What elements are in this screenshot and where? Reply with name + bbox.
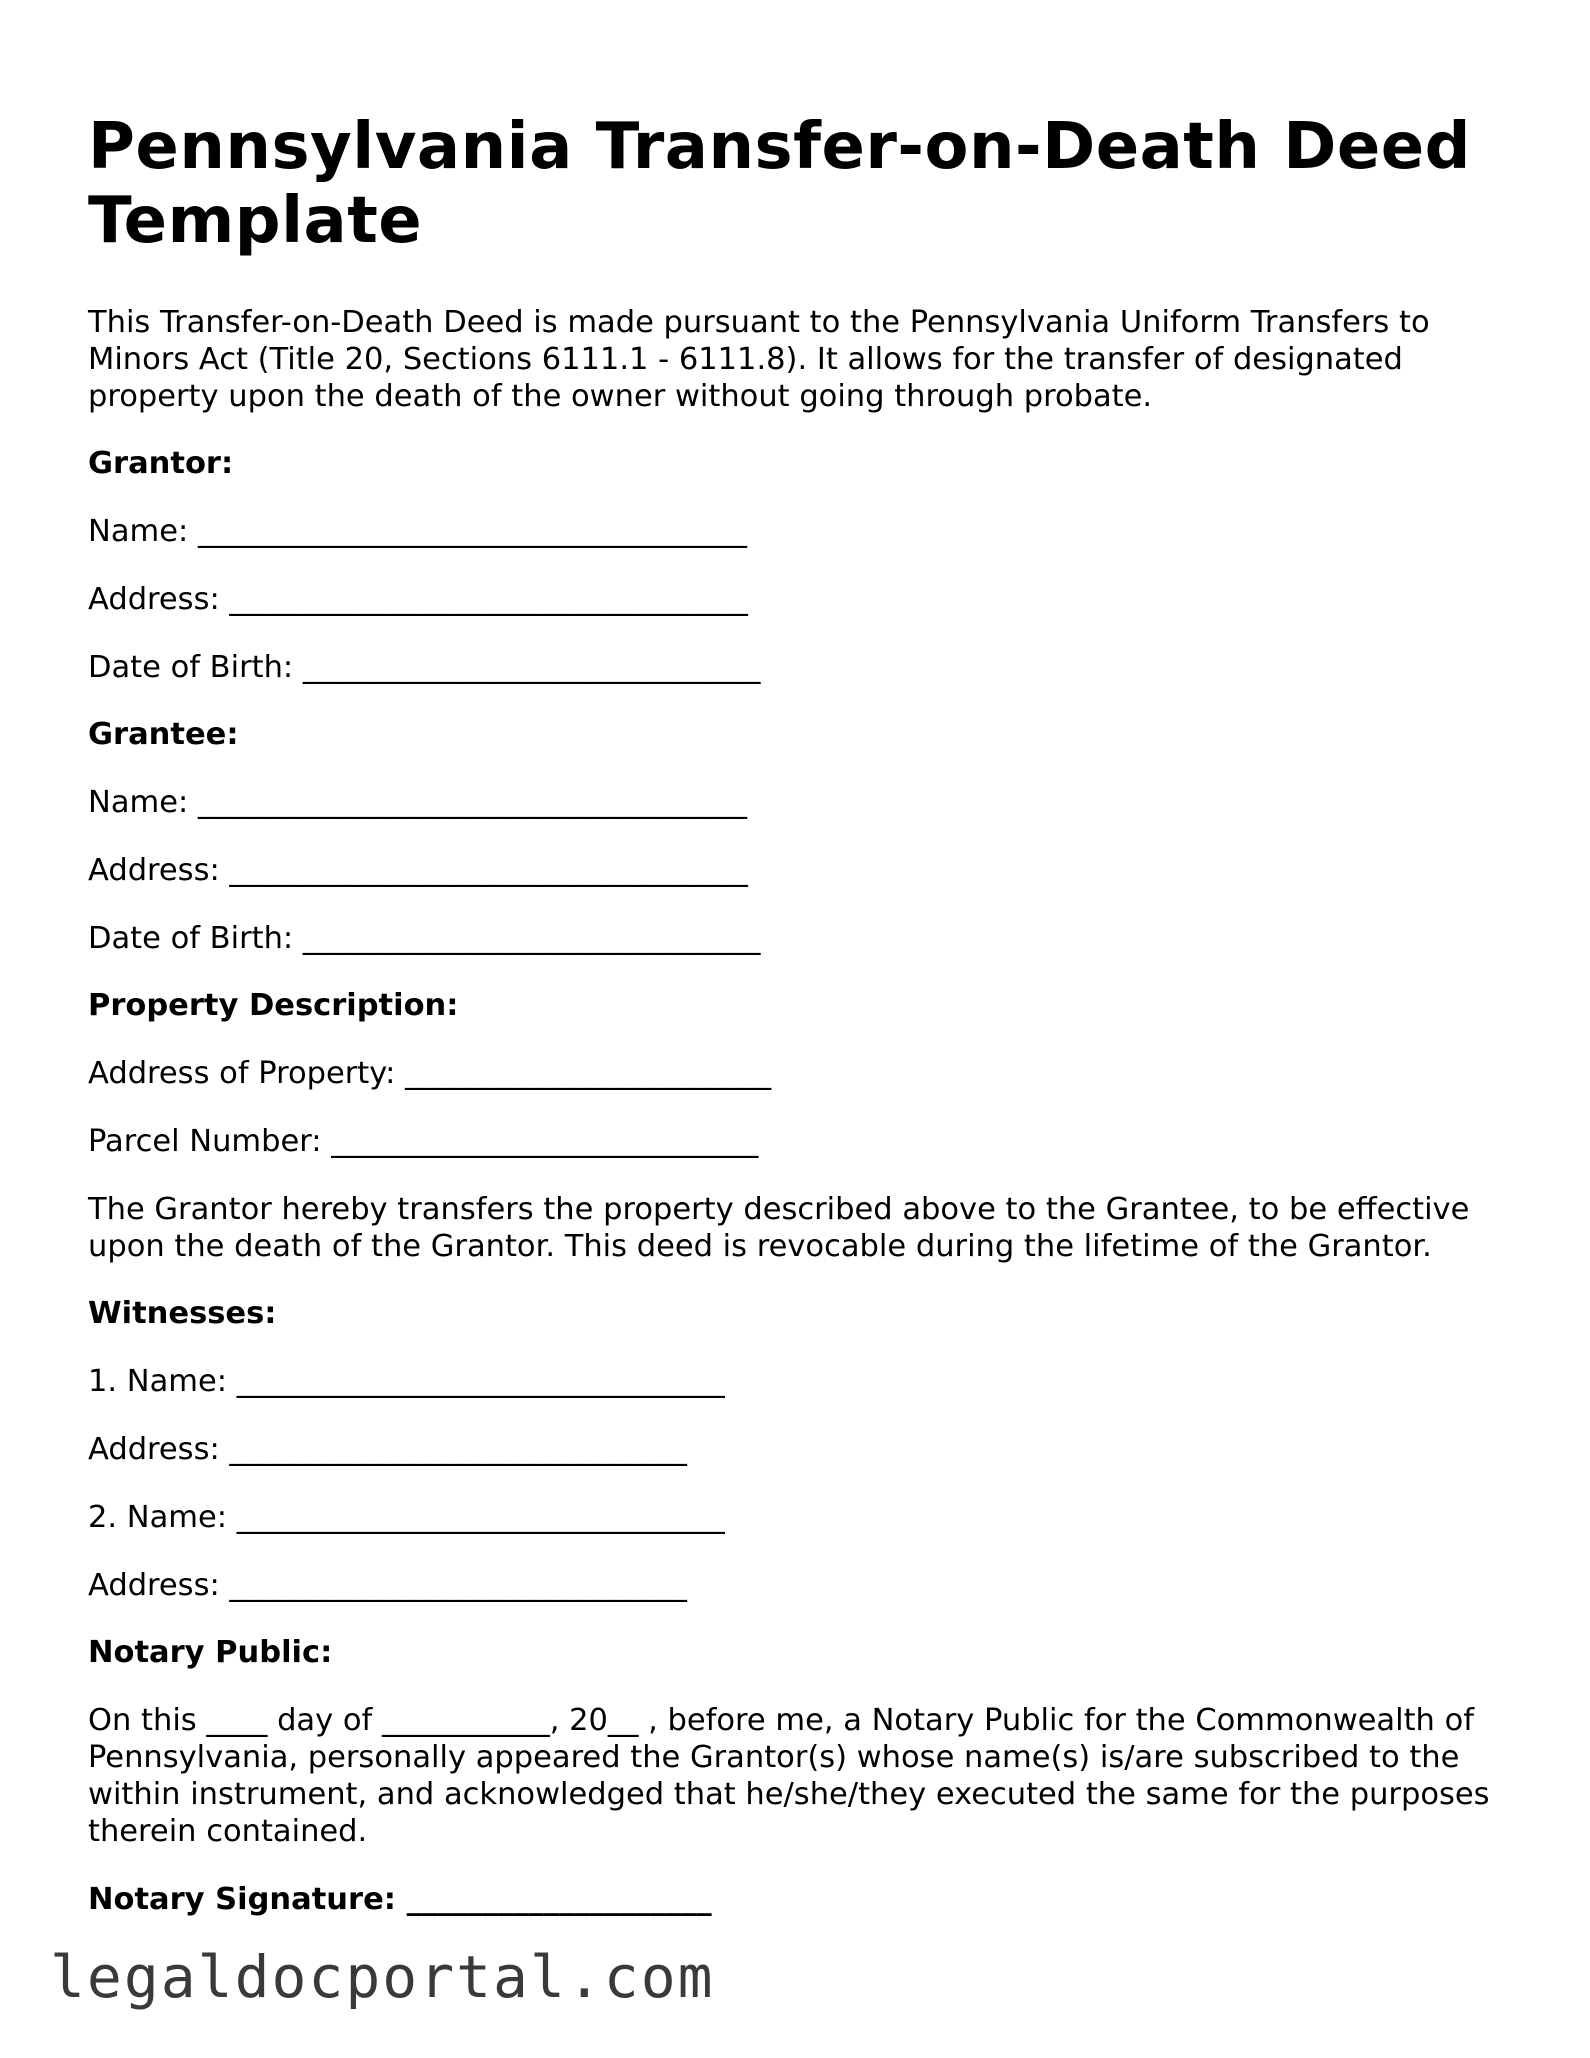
notary-acknowledgment: On this ____ day of ___________, 20__ , before me, a Notary Public for the Commonwealth of Pennsylvania, personally appeared the Grantor(s) whose name(s) is/are subscribed to the within instrument, and acknowledged that he/she/they executed the same for the purposes therein contained. <box>88 1703 1490 1849</box>
witness-1-name-field[interactable]: 1. Name: ________________________________ <box>88 1364 725 1399</box>
grantor-address-field[interactable]: Address: __________________________________ <box>88 582 748 617</box>
parcel-number-field[interactable]: Parcel Number: ____________________________ <box>88 1124 759 1159</box>
watermark-logo: legaldocportal.com <box>50 1943 715 2011</box>
document-page <box>88 110 1528 1918</box>
grantee-address-field[interactable]: Address: __________________________________ <box>88 853 748 888</box>
grantee-name-field[interactable]: Name: ____________________________________ <box>88 785 747 820</box>
witness-2-address-field[interactable]: Address: ______________________________ <box>88 1568 687 1603</box>
grantee-heading: Grantee: <box>88 717 239 752</box>
witness-1-address-field[interactable]: Address: ______________________________ <box>88 1432 687 1467</box>
document-title: Pennsylvania Transfer-on-Death Deed Template <box>88 110 1471 258</box>
witnesses-heading: Witnesses: <box>88 1296 277 1331</box>
property-heading: Property Description: <box>88 988 459 1023</box>
witness-2-name-field[interactable]: 2. Name: ________________________________ <box>88 1500 725 1535</box>
grantor-heading: Grantor: <box>88 446 234 481</box>
notary-heading: Notary Public: <box>88 1635 333 1670</box>
grantor-dob-field[interactable]: Date of Birth: ______________________________ <box>88 650 761 685</box>
property-address-field[interactable]: Address of Property: ________________________ <box>88 1056 772 1091</box>
intro-paragraph: This Transfer-on-Death Deed is made pursuant to the Pennsylvania Uniform Transfers to Minors Act (Title 20, Sections 6111.1 - 6111.8). It allows for the transfer of designated property upon the death of the owner without going through probate. <box>88 305 1430 414</box>
transfer-clause: The Grantor hereby transfers the property described above to the Grantee, to be effective upon the death of the Grantor. This deed is revocable during the lifetime of the Grantor. <box>88 1192 1470 1264</box>
grantor-name-field[interactable]: Name: ____________________________________ <box>88 514 747 549</box>
notary-signature-field[interactable]: Notary Signature: ____________________ <box>88 1882 712 1917</box>
grantee-dob-field[interactable]: Date of Birth: ______________________________ <box>88 921 761 956</box>
